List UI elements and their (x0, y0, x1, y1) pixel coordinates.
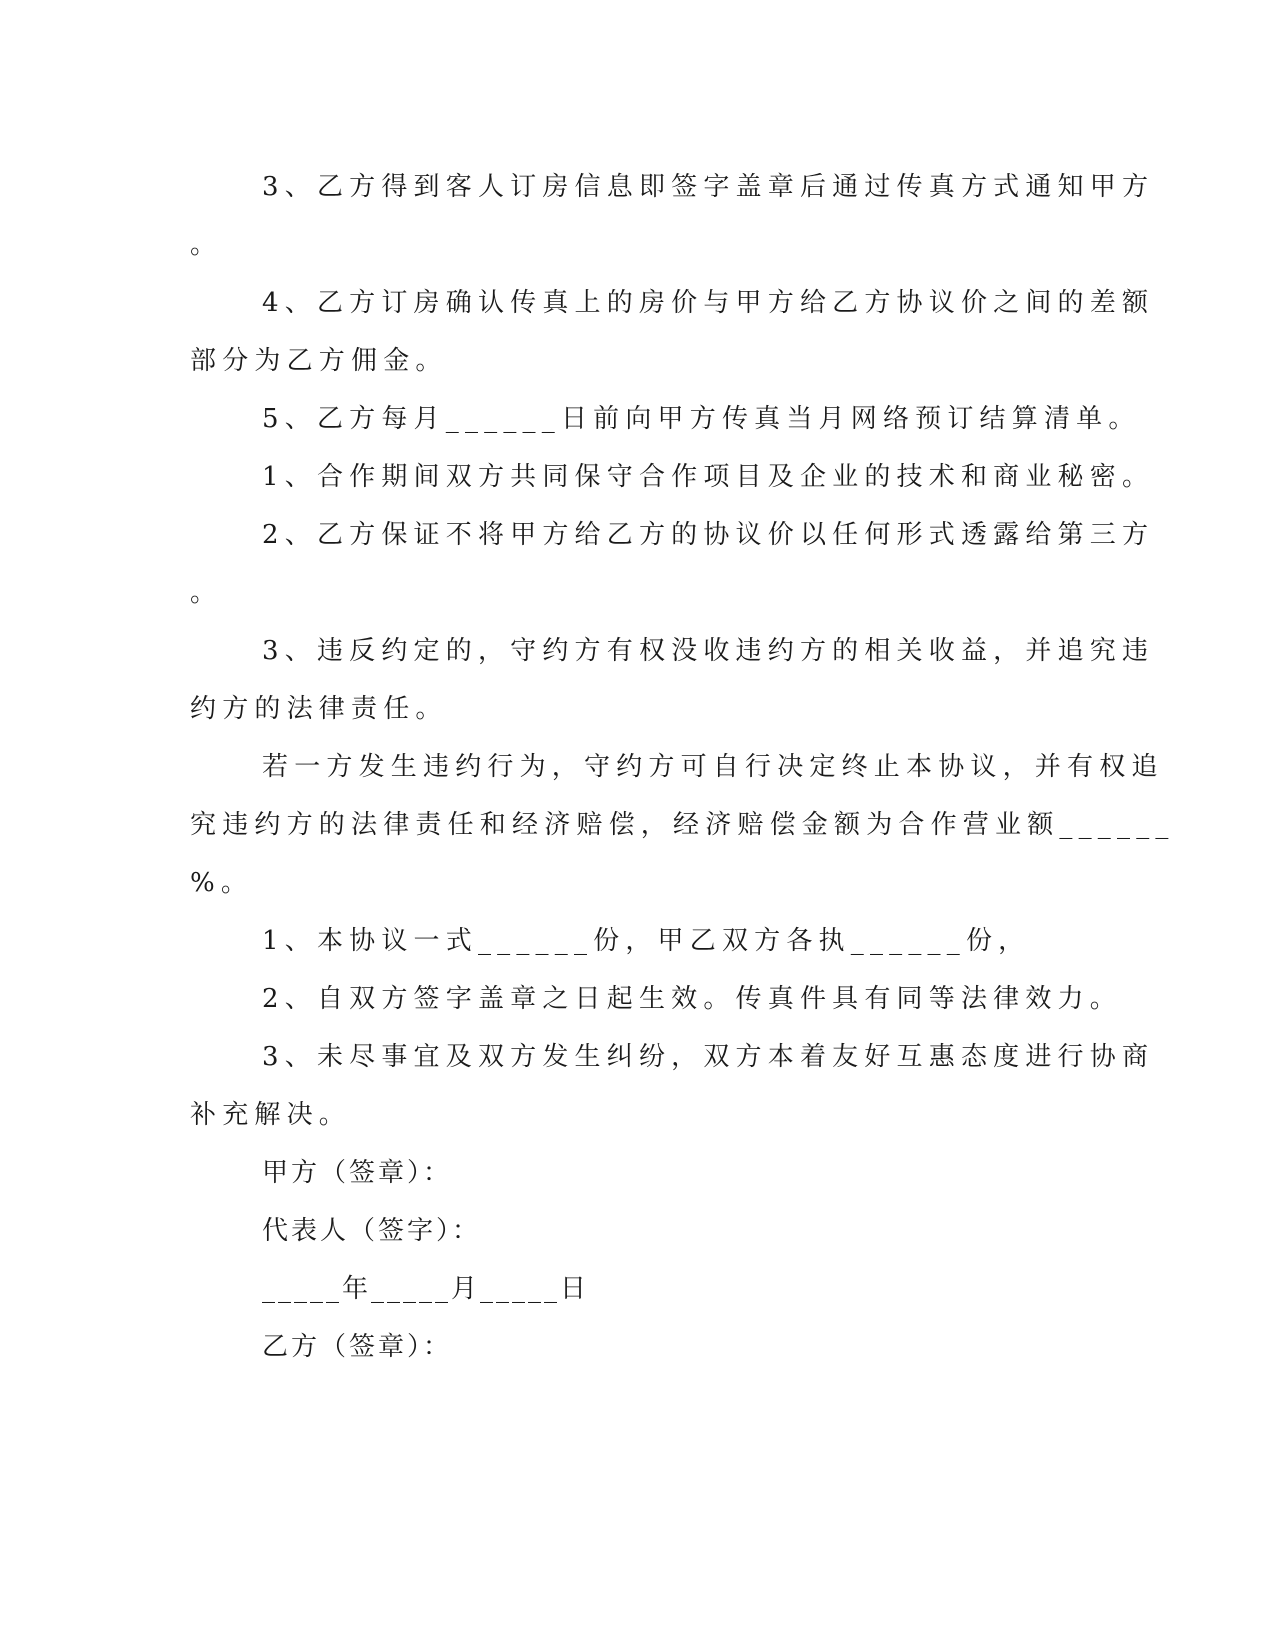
disputes-clause-line-1: 3、未尽事宜及双方发生纠纷，双方本着友好互惠态度进行协商 (262, 1042, 1155, 1072)
party-b-signature-label: 乙方（签章）： (262, 1332, 453, 1362)
breach-clause-line-1: 若一方发生违约行为，守约方可自行决定终止本协议，并有权追 (262, 752, 1164, 782)
confidentiality-clause-3-line-2: 约方的法律责任。 (190, 694, 448, 724)
breach-clause-line-3: %。 (190, 868, 254, 898)
breach-clause-line-2: 究违约方的法律责任和经济赔偿，经济赔偿金额为合作营业额______ (190, 810, 1175, 840)
clause-3-notify-line-1: 3、乙方得到客人订房信息即签字盖章后通过传真方式通知甲方 (262, 172, 1155, 202)
confidentiality-clause-2-line-1: 2、乙方保证不将甲方给乙方的协议价以任何形式透露给第三方 (262, 520, 1155, 550)
clause-3-notify-line-2: 。 (190, 230, 223, 260)
representative-signature-label: 代表人（签字）： (262, 1216, 482, 1246)
party-a-signature-label: 甲方（签章）： (262, 1158, 453, 1188)
clause-5-settlement: 5、乙方每月______日前向甲方传真当月网络预订结算清单。 (262, 404, 1141, 434)
confidentiality-clause-2-line-2: 。 (190, 578, 223, 608)
disputes-clause-line-2: 补充解决。 (190, 1100, 352, 1130)
signature-date-line: _____年_____月_____日 (262, 1274, 590, 1304)
confidentiality-clause-1: 1、合作期间双方共同保守合作项目及企业的技术和商业秘密。 (262, 462, 1155, 492)
confidentiality-clause-3-line-1: 3、违反约定的，守约方有权没收违约方的相关收益，并追究违 (262, 636, 1155, 666)
clause-4-commission-line-1: 4、乙方订房确认传真上的房价与甲方给乙方协议价之间的差额 (262, 288, 1155, 318)
copies-clause: 1、本协议一式______份，甲乙双方各执______份， (262, 926, 1031, 956)
clause-4-commission-line-2: 部分为乙方佣金。 (190, 346, 448, 376)
effective-clause: 2、自双方签字盖章之日起生效。传真件具有同等法律效力。 (262, 984, 1122, 1014)
